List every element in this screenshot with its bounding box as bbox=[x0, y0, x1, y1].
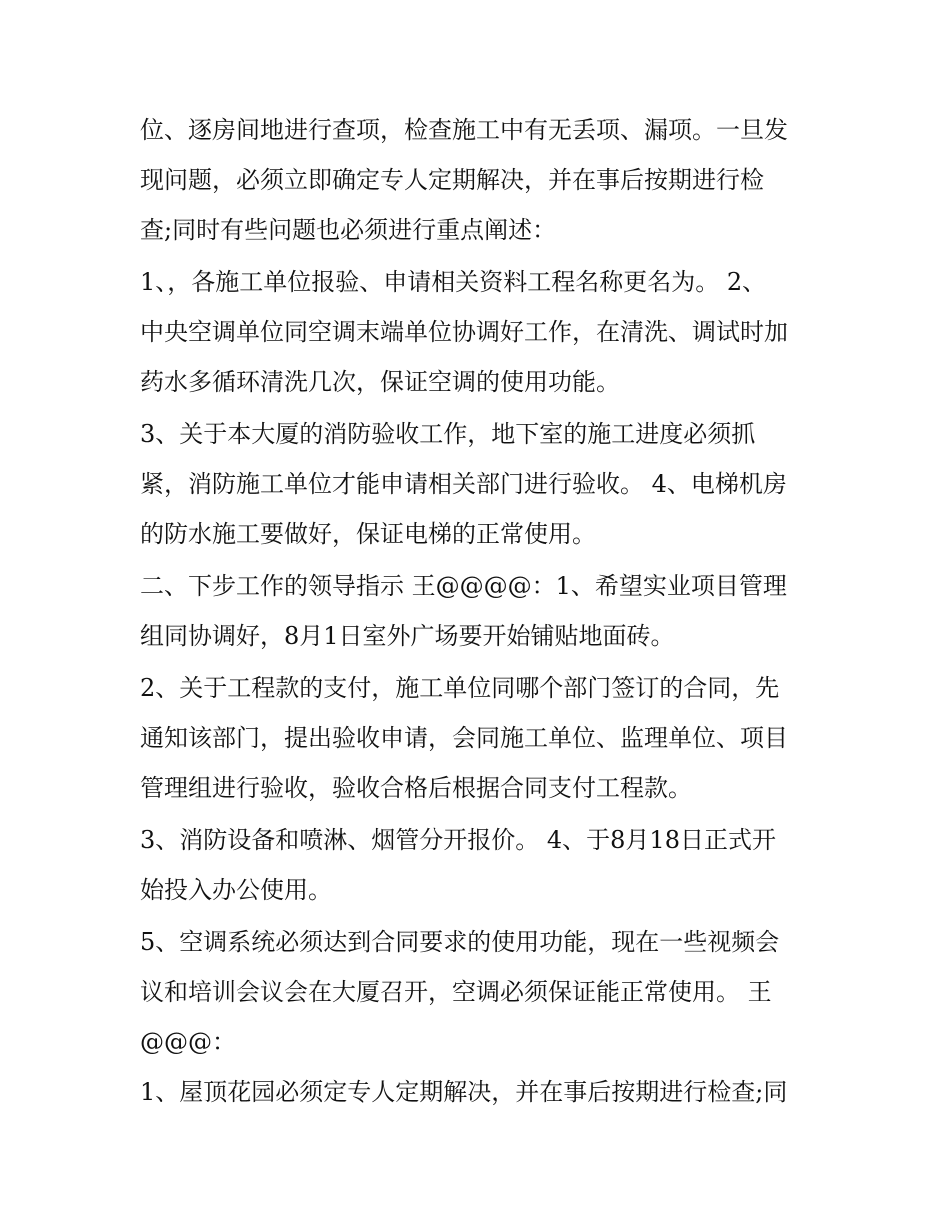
text-line: 现问题，必须立即确定专人定期解决，并在事后按期进行检 bbox=[140, 166, 764, 194]
text-line: 管理组进行验收，验收合格后根据合同支付工程款。 bbox=[140, 774, 692, 802]
text-line: 1、屋顶花园必须定专人定期解决，并在事后按期进行检查;同 bbox=[140, 1078, 788, 1106]
text-line: @@@： bbox=[140, 1028, 236, 1056]
text-line: 3、关于本大厦的消防验收工作，地下室的施工进度必须抓 bbox=[140, 420, 756, 448]
text-line: 通知该部门，提出验收申请，会同施工单位、监理单位、项目 bbox=[140, 724, 788, 752]
text-line: 1、，各施工单位报验、申请相关资料工程名称更名为。 2、 bbox=[140, 268, 767, 296]
text-line: 议和培训会议会在大厦召开，空调必须保证能正常使用。 王 bbox=[140, 978, 772, 1006]
text-line: 二、下步工作的领导指示 王@@@@：1、希望实业项目管理 bbox=[140, 572, 787, 600]
text-line: 查;同时有些问题也必须进行重点阐述： bbox=[140, 216, 557, 244]
text-line: 紧，消防施工单位才能申请相关部门进行验收。 4、电梯机房 bbox=[140, 470, 787, 498]
text-line: 5、空调系统必须达到合同要求的使用功能，现在一些视频会 bbox=[140, 928, 780, 956]
text-line: 2、关于工程款的支付，施工单位同哪个部门签订的合同，先 bbox=[140, 674, 780, 702]
text-line: 组同协调好，8月1日室外广场要开始铺贴地面砖。 bbox=[140, 622, 675, 650]
text-line: 的防水施工要做好，保证电梯的正常使用。 bbox=[140, 520, 596, 548]
text-line: 3、消防设备和喷淋、烟管分开报价。 4、于8月18日正式开 bbox=[140, 826, 776, 854]
text-line: 药水多循环清洗几次，保证空调的使用功能。 bbox=[140, 368, 620, 396]
text-line: 位、逐房间地进行查项，检查施工中有无丢项、漏项。一旦发 bbox=[140, 116, 788, 144]
text-line: 中央空调单位同空调末端单位协调好工作，在清洗、调试时加 bbox=[140, 318, 788, 346]
text-line: 始投入办公使用。 bbox=[140, 876, 332, 904]
